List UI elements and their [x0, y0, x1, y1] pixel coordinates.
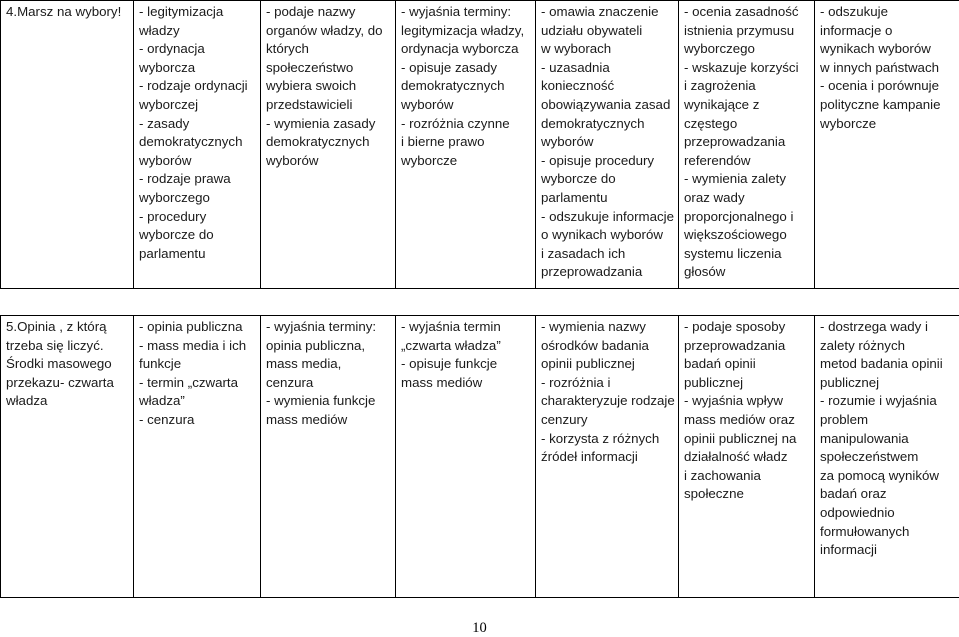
cell-text-line: demokratycznych: [541, 115, 645, 131]
cell-text-line: - wymienia funkcje: [266, 393, 376, 409]
cell-text-line: - wskazuje korzyści: [684, 59, 799, 75]
cell-text-line: cenzury: [541, 411, 588, 427]
cell-text-line: przeprowadzania: [684, 337, 786, 353]
cell-text-line: wyborcze: [401, 152, 458, 168]
cell-text-line: - odszukuje informacje: [541, 208, 675, 224]
cell-text-line: wybiera swoich: [266, 78, 357, 94]
table-row: [1, 1, 959, 289]
cell-text-line: władza”: [139, 393, 185, 409]
cell-text-line: - cenzura: [139, 411, 195, 427]
cell-text-line: wyborów: [266, 152, 319, 168]
cell-text-line: i bierne prawo: [401, 134, 485, 150]
cell-text-line: wyborcze do: [541, 171, 616, 187]
cell-text-line: opinii publicznej: [541, 356, 635, 372]
cell-text-line: badań oraz: [820, 486, 887, 502]
cell-text-line: - rodzaje prawa: [139, 171, 231, 187]
cell-text-line: udziału obywateli: [541, 22, 643, 38]
cell-text-line: formułowanych: [820, 523, 910, 539]
cell-text-line: i zasadach ich: [541, 245, 626, 261]
curriculum-table-section-4: [0, 0, 959, 289]
cell-text-line: - ocenia i porównuje: [820, 78, 940, 94]
cell-text-line: - wyjaśnia termin: [401, 319, 501, 334]
cell-text-line: konieczność: [541, 78, 615, 94]
cell-text-line: - ocenia zasadność: [684, 4, 799, 19]
cell-text-line: parlamentu: [541, 189, 608, 205]
cell-text-line: demokratycznych: [401, 78, 505, 94]
requirement-cell: [396, 1, 536, 289]
cell-text-line: - dostrzega wady i: [820, 319, 928, 334]
cell-text-line: wyborów: [401, 96, 454, 112]
topic-cell: [1, 1, 134, 289]
requirement-cell: [536, 316, 679, 598]
cell-text-line: - omawia znaczenie: [541, 4, 659, 19]
cell-text-line: większościowego: [684, 227, 787, 243]
requirement-cell: [261, 316, 396, 598]
cell-text-line: badań opinii: [684, 356, 756, 372]
cell-text-line: przeprowadzania: [541, 264, 643, 280]
cell-text-line: funkcje: [139, 356, 182, 372]
cell-text-line: - wyjaśnia terminy:: [266, 319, 377, 334]
cell-text-line: systemu liczenia: [684, 245, 782, 261]
cell-text-line: - opinia publiczna: [139, 319, 243, 334]
cell-text-line: wyborcze do: [139, 227, 214, 243]
cell-text-line: przeprowadzania: [684, 134, 786, 150]
cell-text-line: - podaje nazwy: [266, 4, 356, 19]
cell-text-line: zalety różnych: [820, 337, 905, 353]
cell-text-line: demokratycznych: [266, 134, 370, 150]
cell-text-line: legitymizacja władzy,: [401, 22, 525, 38]
cell-text-line: mass mediów: [266, 411, 348, 427]
cell-text-line: społeczne: [684, 486, 744, 502]
cell-text-line: działalność władz: [684, 449, 788, 465]
cell-text-line: ośrodków badania: [541, 337, 649, 353]
cell-text-line: ordynacja wyborcza: [401, 41, 519, 57]
cell-text-line: źródeł informacji: [541, 449, 638, 465]
cell-text-line: wyborczego: [139, 189, 210, 205]
cell-text-line: polityczne kampanie: [820, 96, 941, 112]
cell-text-line: obowiązywania zasad: [541, 96, 671, 112]
cell-text-line: wyborczego: [684, 41, 755, 57]
cell-text-line: - zasady: [139, 115, 190, 131]
requirement-cell: [815, 316, 959, 598]
cell-text-line: w wyborach: [541, 41, 612, 57]
cell-text-line: informacje o: [820, 22, 893, 38]
cell-text-line: mass media,: [266, 356, 342, 372]
cell-text-line: - wymienia nazwy: [541, 319, 646, 334]
cell-text-line: i zachowania: [684, 467, 761, 483]
cell-text-line: władza: [6, 393, 48, 409]
cell-text-line: 5.Opinia , z którą: [6, 319, 107, 334]
cell-text-line: - termin „czwarta: [139, 374, 238, 390]
cell-text-line: - podaje sposoby: [684, 319, 786, 334]
cell-text-line: - rozróżnia czynne: [401, 115, 510, 131]
cell-text-line: - wymienia zasady: [266, 115, 376, 131]
cell-text-line: problem: [820, 411, 869, 427]
requirement-cell: [536, 1, 679, 289]
cell-text-line: w innych państwach: [820, 59, 939, 75]
requirement-cell: [679, 316, 815, 598]
cell-text-line: informacji: [820, 542, 877, 558]
cell-text-line: odpowiednio: [820, 504, 895, 520]
cell-text-line: - procedury: [139, 208, 207, 224]
cell-text-line: „czwarta władza”: [401, 337, 501, 353]
requirement-cell: [679, 1, 815, 289]
cell-text-line: opinii publicznej na: [684, 430, 797, 446]
cell-text-line: trzeba się liczyć.: [6, 337, 104, 353]
cell-text-line: wynikające z: [684, 96, 760, 112]
cell-text-line: referendów: [684, 152, 751, 168]
cell-text-line: publicznej: [684, 374, 744, 390]
cell-text-line: przekazu- czwarta: [6, 374, 114, 390]
cell-text-line: publicznej: [820, 374, 880, 390]
cell-text-line: - ordynacja: [139, 41, 205, 57]
cell-text-line: proporcjonalnego i: [684, 208, 794, 224]
table-row: [1, 316, 959, 598]
cell-text-line: mass mediów: [401, 374, 483, 390]
cell-text-line: metod badania opinii: [820, 356, 943, 372]
cell-text-line: wyborów: [139, 152, 192, 168]
cell-text-line: parlamentu: [139, 245, 206, 261]
cell-text-line: społeczeństwo: [266, 59, 354, 75]
cell-text-line: demokratycznych: [139, 134, 243, 150]
cell-text-line: charakteryzuje rodzaje: [541, 393, 675, 409]
cell-text-line: społeczeństwem: [820, 449, 919, 465]
cell-text-line: Środki masowego: [6, 356, 112, 372]
cell-text-line: organów władzy, do: [266, 22, 383, 38]
curriculum-table-section-5: [0, 315, 959, 598]
page-number: 10: [472, 620, 487, 636]
content-cell: [134, 1, 261, 289]
cell-text-line: wyborczej: [139, 96, 199, 112]
cell-text-line: - uzasadnia: [541, 59, 610, 75]
cell-text-line: których: [266, 41, 309, 57]
cell-text-line: - opisuje zasady: [401, 59, 498, 75]
cell-text-line: częstego: [684, 115, 738, 131]
cell-text-line: 4.Marsz na wybory!: [6, 4, 122, 19]
cell-text-line: oraz wady: [684, 189, 745, 205]
cell-text-line: - wymienia zalety: [684, 171, 786, 187]
cell-text-line: - rozumie i wyjaśnia: [820, 393, 937, 409]
cell-text-line: - rozróżnia i: [541, 374, 611, 390]
cell-text-line: i zagrożenia: [684, 78, 756, 94]
cell-text-line: wyborcza: [139, 59, 196, 75]
cell-text-line: istnienia przymusu: [684, 22, 795, 38]
requirement-cell: [396, 316, 536, 598]
cell-text-line: przedstawicieli: [266, 96, 353, 112]
cell-text-line: wynikach wyborów: [820, 41, 931, 57]
cell-text-line: - opisuje funkcje: [401, 356, 498, 372]
cell-text-line: o wynikach wyborów: [541, 227, 663, 243]
cell-text-line: - mass media i ich: [139, 337, 247, 353]
cell-text-line: - wyjaśnia terminy:: [401, 4, 512, 19]
cell-text-line: manipulowania: [820, 430, 909, 446]
cell-text-line: wyborcze: [820, 115, 877, 131]
cell-text-line: - rodzaje ordynacji: [139, 78, 248, 94]
cell-text-line: - odszukuje: [820, 4, 888, 19]
requirement-cell: [815, 1, 959, 289]
requirement-cell: [261, 1, 396, 289]
cell-text-line: cenzura: [266, 374, 314, 390]
cell-text-line: - wyjaśnia wpływ: [684, 393, 784, 409]
cell-text-line: głosów: [684, 264, 726, 280]
cell-text-line: - opisuje procedury: [541, 152, 655, 168]
content-cell: [134, 316, 261, 598]
cell-text-line: opinia publiczna,: [266, 337, 366, 353]
topic-cell: [1, 316, 134, 598]
cell-text-line: mass mediów oraz: [684, 411, 795, 427]
cell-text-line: - legitymizacja: [139, 4, 224, 19]
cell-text-line: wyborów: [541, 134, 594, 150]
cell-text-line: władzy: [139, 22, 180, 38]
cell-text-line: - korzysta z różnych: [541, 430, 660, 446]
cell-text-line: za pomocą wyników: [820, 467, 939, 483]
